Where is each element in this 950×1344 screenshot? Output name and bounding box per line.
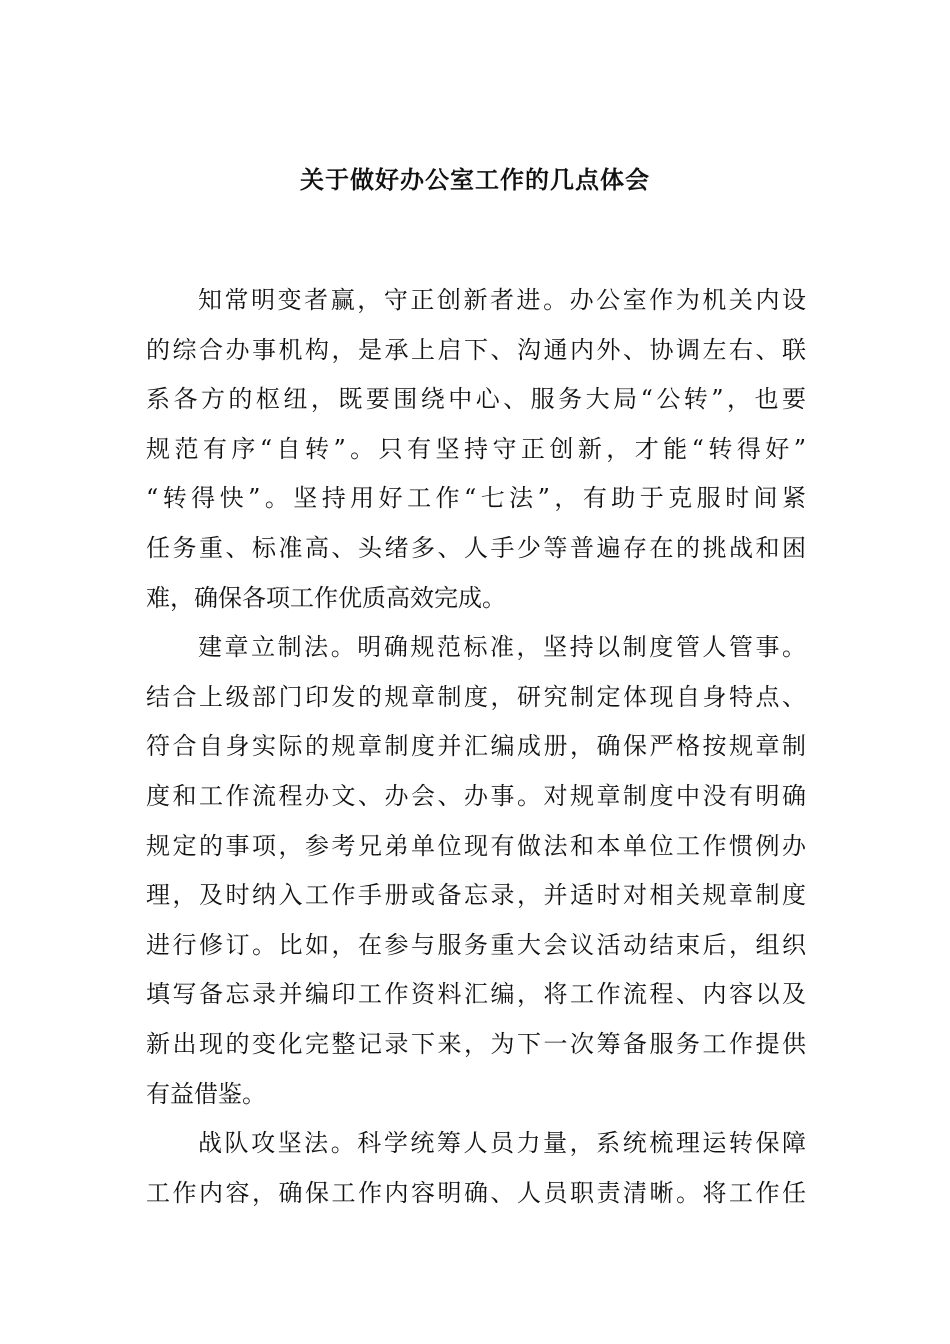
paragraph-3-line-2: 工作内容，确保工作内容明确、人员职责清晰。将工作任 bbox=[146, 1178, 806, 1207]
paragraph-2-line-3: 符合自身实际的规章制度并汇编成册，确保严格按规章制 bbox=[146, 732, 806, 761]
paragraph-1-line-3: 系各方的枢纽，既要围绕中心、服务大局“公转”，也要 bbox=[146, 385, 806, 414]
paragraph-2-line-9: 新出现的变化完整记录下来，为下一次筹备服务工作提供 bbox=[146, 1029, 806, 1058]
paragraph-2-line-2: 结合上级部门印发的规章制度，研究制定体现自身特点、 bbox=[146, 682, 806, 711]
paragraph-2-line-6: 理，及时纳入工作手册或备忘录，并适时对相关规章制度 bbox=[146, 881, 806, 910]
paragraph-2-line-10: 有益借鉴。 bbox=[146, 1079, 266, 1108]
paragraph-1-line-7: 难，确保各项工作优质高效完成。 bbox=[146, 583, 506, 612]
paragraph-2-line-7: 进行修订。比如，在参与服务重大会议活动结束后，组织 bbox=[146, 930, 806, 959]
paragraph-2-line-1: 建章立制法。明确规范标准，坚持以制度管人管事。 bbox=[198, 633, 806, 662]
paragraph-1-line-6: 任务重、标准高、头绪多、人手少等普遍存在的挑战和困 bbox=[146, 533, 806, 562]
paragraph-3-line-1: 战队攻坚法。科学统筹人员力量，系统梳理运转保障 bbox=[198, 1129, 806, 1158]
paragraph-2-line-8: 填写备忘录并编印工作资料汇编，将工作流程、内容以及 bbox=[146, 980, 806, 1009]
paragraph-2-line-4: 度和工作流程办文、办会、办事。对规章制度中没有明确 bbox=[146, 781, 806, 810]
paragraph-2-line-5: 规定的事项，参考兄弟单位现有做法和本单位工作惯例办 bbox=[146, 831, 806, 860]
paragraph-1-line-2: 的综合办事机构，是承上启下、沟通内外、协调左右、联 bbox=[146, 335, 806, 364]
paragraph-1-line-5: “转得快”。坚持用好工作“七法”，有助于克服时间紧 bbox=[146, 484, 806, 513]
paragraph-1-line-4: 规范有序“自转”。只有坚持守正创新，才能“转得好” bbox=[146, 434, 806, 463]
paragraph-1-line-1: 知常明变者赢，守正创新者进。办公室作为机关内设 bbox=[198, 286, 806, 314]
document-body bbox=[146, 276, 806, 1218]
document-title: 关于做好办公室工作的几点体会 bbox=[300, 165, 650, 194]
